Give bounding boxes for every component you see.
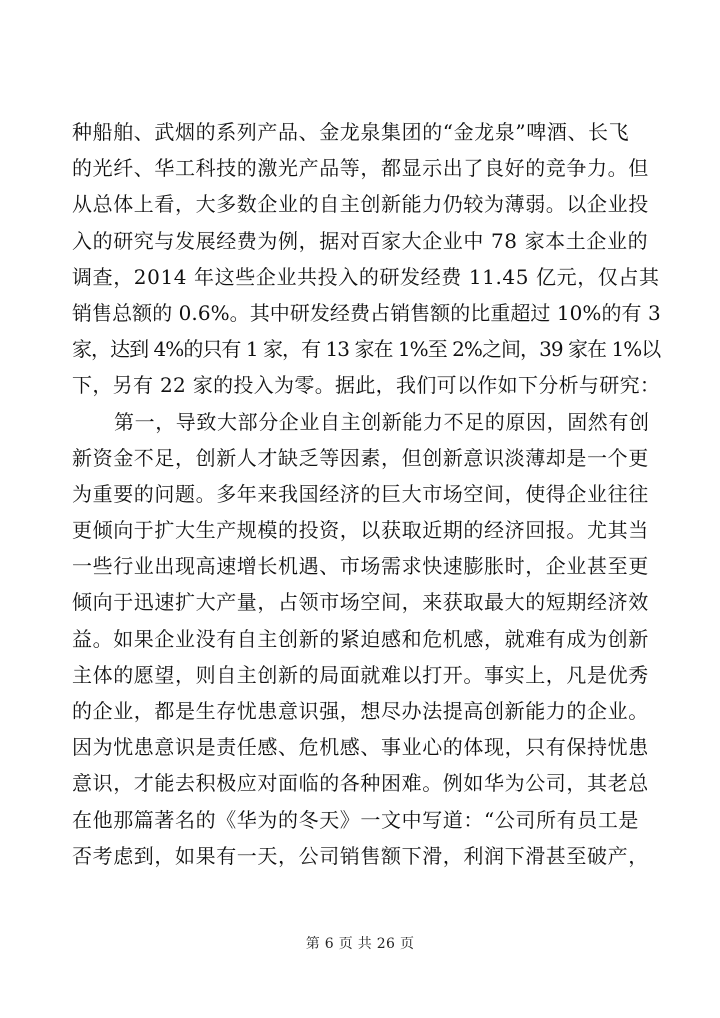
text-line: 主体的愿望，则自主创新的局面就难以打开。事实上，凡是优秀 (72, 662, 649, 687)
text-line: 否考虑到，如果有一天，公司销售额下滑，利润下滑甚至破产， (72, 843, 649, 868)
text-line: 家，达到 4%的只有 1 家，有 13 家在 1%至 2%之间，39 家在 1%以 (72, 337, 661, 362)
text-line: 一些行业出现高速增长机遇、市场需求快速膨胀时，企业甚至更 (72, 554, 649, 579)
body-text (72, 114, 662, 874)
text-line: 因为忧患意识是责任感、危机感、事业心的体现，只有保持忧患 (72, 735, 649, 760)
text-line: 从总体上看，大多数企业的自主创新能力仍较为薄弱。以企业投 (72, 192, 649, 217)
text-line: 销售总额的 0.6%。其中研发经费占销售额的比重超过 10%的有 3 (72, 300, 661, 325)
text-line: 种船舶、武烟的系列产品、金龙泉集团的“金龙泉”啤酒、长飞 (72, 120, 630, 144)
text-line: 为重要的问题。多年来我国经济的巨大市场空间，使得企业往往 (72, 481, 649, 506)
text-line: 新资金不足，创新人才缺乏等因素，但创新意识淡薄却是一个更 (72, 445, 649, 470)
text-line: 第一，导致大部分企业自主创新能力不足的原因，固然有创 (114, 409, 650, 434)
text-line: 的光纤、华工科技的激光产品等，都显示出了良好的竞争力。但 (72, 156, 649, 181)
page-number-footer: 第 6 页 共 26 页 (305, 936, 415, 952)
text-line: 在他那篇著名的《华为的冬天》一文中写道：“公司所有员工是 (72, 807, 640, 832)
text-line: 调查，2014 年这些企业共投入的研发经费 11.45 亿元，仅占其 (72, 264, 660, 289)
text-line: 更倾向于扩大生产规模的投资，以获取近期的经济回报。尤其当 (72, 518, 649, 543)
text-line: 的企业，都是生存忧患意识强，想尽办法提高创新能力的企业。 (72, 699, 649, 723)
text-line: 倾向于迅速扩大产量，占领市场空间，来获取最大的短期经济效 (72, 590, 649, 615)
text-line: 入的研究与发展经费为例，据对百家大企业中 78 家本土企业的 (72, 228, 649, 253)
text-line: 下，另有 22 家的投入为零。据此，我们可以作如下分析与研究： (72, 373, 661, 398)
text-line: 益。如果企业没有自主创新的紧迫感和危机感，就难有成为创新 (72, 626, 649, 651)
text-line: 意识，才能去积极应对面临的各种困难。例如华为公司，其老总 (72, 771, 649, 796)
